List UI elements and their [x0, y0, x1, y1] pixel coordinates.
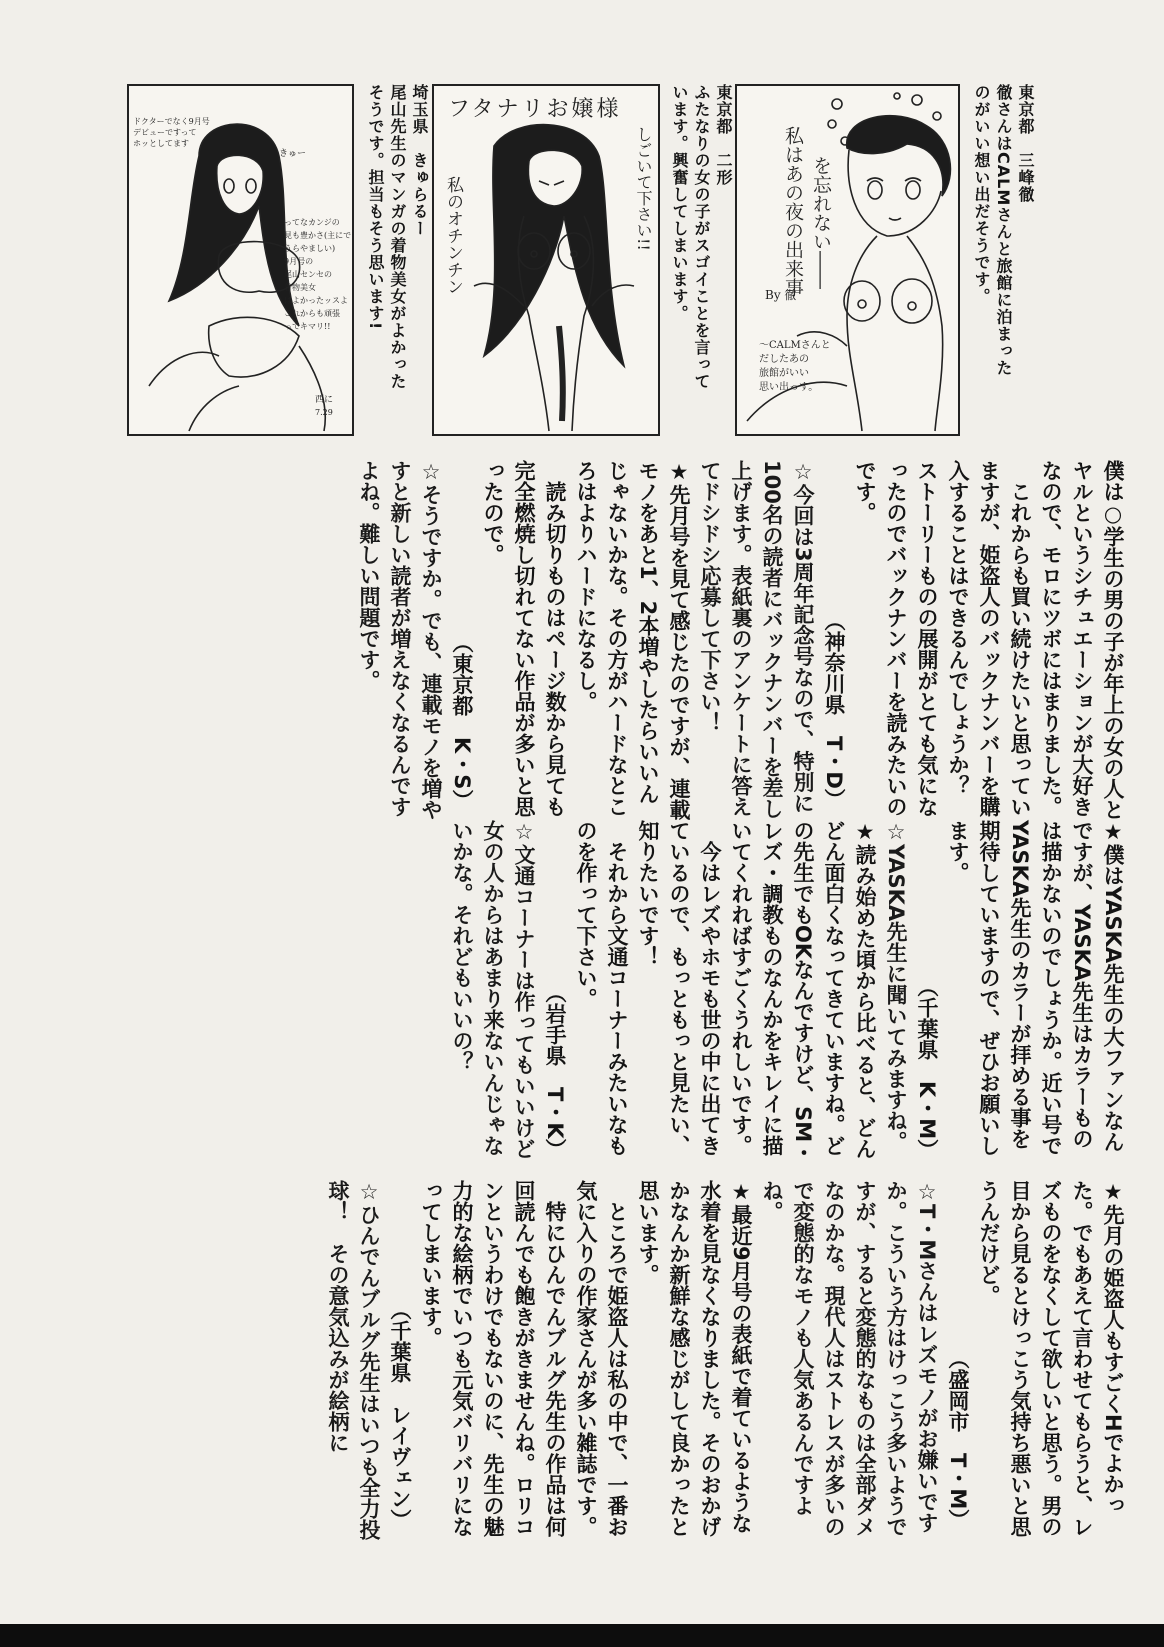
letter-signature: （神奈川県 T・D） — [822, 610, 846, 810]
letter-signature: （千葉県 レイヴェン） — [388, 1299, 412, 1530]
letter-5: ★先月の姫盗人もすごくHでよかった。でもあえて言わせてもらうと、レズものをなくして欲しいと思う。男の目から見るとけっこう気持ち悪いと思うんだけど。 （盛岡市 T・M） ☆T・Mさんはレズモノがお嫌いですか。こういう方はけっこう多いようですが、すると変態的なものは全部ダメなのかな。現代人はストレスが多いので変態的なモノも人気あるんですよね。 — [756, 1180, 1128, 1540]
letter-band-3 — [108, 1180, 1128, 1540]
letter-band-1 — [108, 460, 1128, 820]
letter-band-2 — [108, 820, 1128, 1170]
letter-signature: （岩手県 T・K） — [543, 982, 567, 1160]
editor-reply: ☆そうですか。でも、連載モノを増やすと新しい読者が増えなくなるんですよね。難しい問題です。 — [357, 460, 443, 820]
editor-reply: ☆文通コーナーは作ってもいいけど女の人からはあまり来ないんじゃないかな。それどもいいの？ — [450, 820, 536, 1159]
editor-reply: ☆ひんでんブルグ先生はいつも全力投球！ その意気込みが絵柄に — [326, 1180, 381, 1540]
letter-signature: （千葉県 K・M） — [915, 975, 939, 1160]
illustration-title: フタナリお嬢様 — [448, 97, 622, 122]
page-bottom-edge — [0, 1624, 1164, 1647]
letter-signature: （東京都 K・S） — [450, 631, 474, 810]
letter-2: ★先月号を見て感じたのですが、連載モノをあと1、2本増やしたらいいんじゃないかな。その方がハードなところはよりハードになるし。 読み切りものはページ数から見ても完全燃焼し切れてない作品が多いと思ったので。 （東京都 K・S） ☆そうですか。でも、連載モノを増やすと新しい読者が増えなくなるんですよね。難しい問題です。 — [353, 460, 694, 820]
editor-reply: ☆今回は3周年記念号なので、特別に100名の読者にバックナンバーを差し上げます。表紙裏のアンケートに答えてドシドシ応募して下さい！ — [698, 460, 815, 819]
illustration-middle: フタナリお嬢様 しごいて下さい!! 私のオチンチン — [432, 84, 660, 436]
caption-right: 東京都 三峰徹 徹さんはCALMさんと旅館に泊まった のがいい想い出だそうです。 — [972, 84, 1035, 377]
letter-4: ★読み始めた頃から比べると、どんどん面白くなってきていますね。どの先生でもOKなんですけど、SM・レズ・調教ものなんかをキレイに描いてくれればすごくうれしいです。 今はレズやホモも世の中に出てきているので、もっともっと見たい、知りたいです！ それから文通コーナーみたいなものを作って下さい。 （岩手県 T・K） ☆文通コーナーは作ってもいいけど女の人からはあまり来ないんじゃないかな。それどもいいの？ — [446, 820, 880, 1170]
editor-reply: ☆T・Mさんはレズモノがお嫌いですか。こういう方はけっこう多いようですが、すると変態的なものは全部ダメなのかな。現代人はストレスが多いので変態的なモノも人気あるんですよね。 — [760, 1180, 939, 1537]
illustration-right: 私はあの夜の出来事 を忘れない―― By 徹 ～CALMさんと だしたあの 旅館がいい 思い出っす。 — [735, 84, 960, 436]
letter-6: ★最近9月号の表紙で着ているような水着を見なくなりました。そのおかげかなんか新鮮な感じがして良かったと思います。 ところで姫盗人は私の中で、一番お気に入りの作家さんが多い雑誌です。 特にひんでんブルグ先生の作品は何回読んでも飽きがきませんね。ロリコンというわけでもないのに、先生の魅力的な絵柄でいつも元気バリバリになってしまいます。 （千葉県 レイヴェン） ☆ひんでんブルグ先生はいつも全力投球！ その意気込みが絵柄に — [322, 1180, 756, 1540]
letter-1: 僕は○学生の男の子が年上の女の人とヤルというシチュエーションが大好きなので、モロにツボにはまりました。 これからも買い続けたいと思っていますが、姫盗人のバックナンバーを購入することはできるんでしょうか？ ストーリーものの展開がとても気になったのでバックナンバーを読みたいのです。 （神奈川県 T・D） ☆今回は3周年記念号なので、特別に100名の読者にバックナンバーを差し上げます。表紙裏のアンケートに答えてドシドシ応募して下さい！ — [694, 460, 1128, 820]
illustration-middle-drawing — [434, 86, 658, 434]
letter-signature: （盛岡市 T・M） — [946, 1347, 970, 1530]
caption-middle: 東京都 二形 ふたなりの女の子がスゴイことを言って います。興奮してしまいます。 — [670, 84, 733, 390]
letter-3: ★僕はYASKA先生の大ファンなんですが、YASKA先生はカラーものは描かないのでしょうか。近い号でYASKA先生のカラーが拝める事を期待していますので、ぜひお願いします。 （千葉県 K・M） ☆YASKA先生に聞いてみますね。 — [880, 820, 1128, 1170]
caption-left: 埼玉県 きゅらるー 尾山先生のマンガの着物美女がよかった そうです。担当もそう思います! — [366, 84, 429, 390]
illustration-left: ドクターでなく9月号 デビューですって ホッとしてます きゅー ってなカンジの 見も豊かさ(主にで うらやましい) 9月号の 尾山センセの 着物美女 はよかったッスよ これからも頑張 ってキマリ!! 西に 7.29 — [127, 84, 354, 436]
editor-reply: ☆YASKA先生に聞いてみますね。 — [884, 820, 908, 1153]
